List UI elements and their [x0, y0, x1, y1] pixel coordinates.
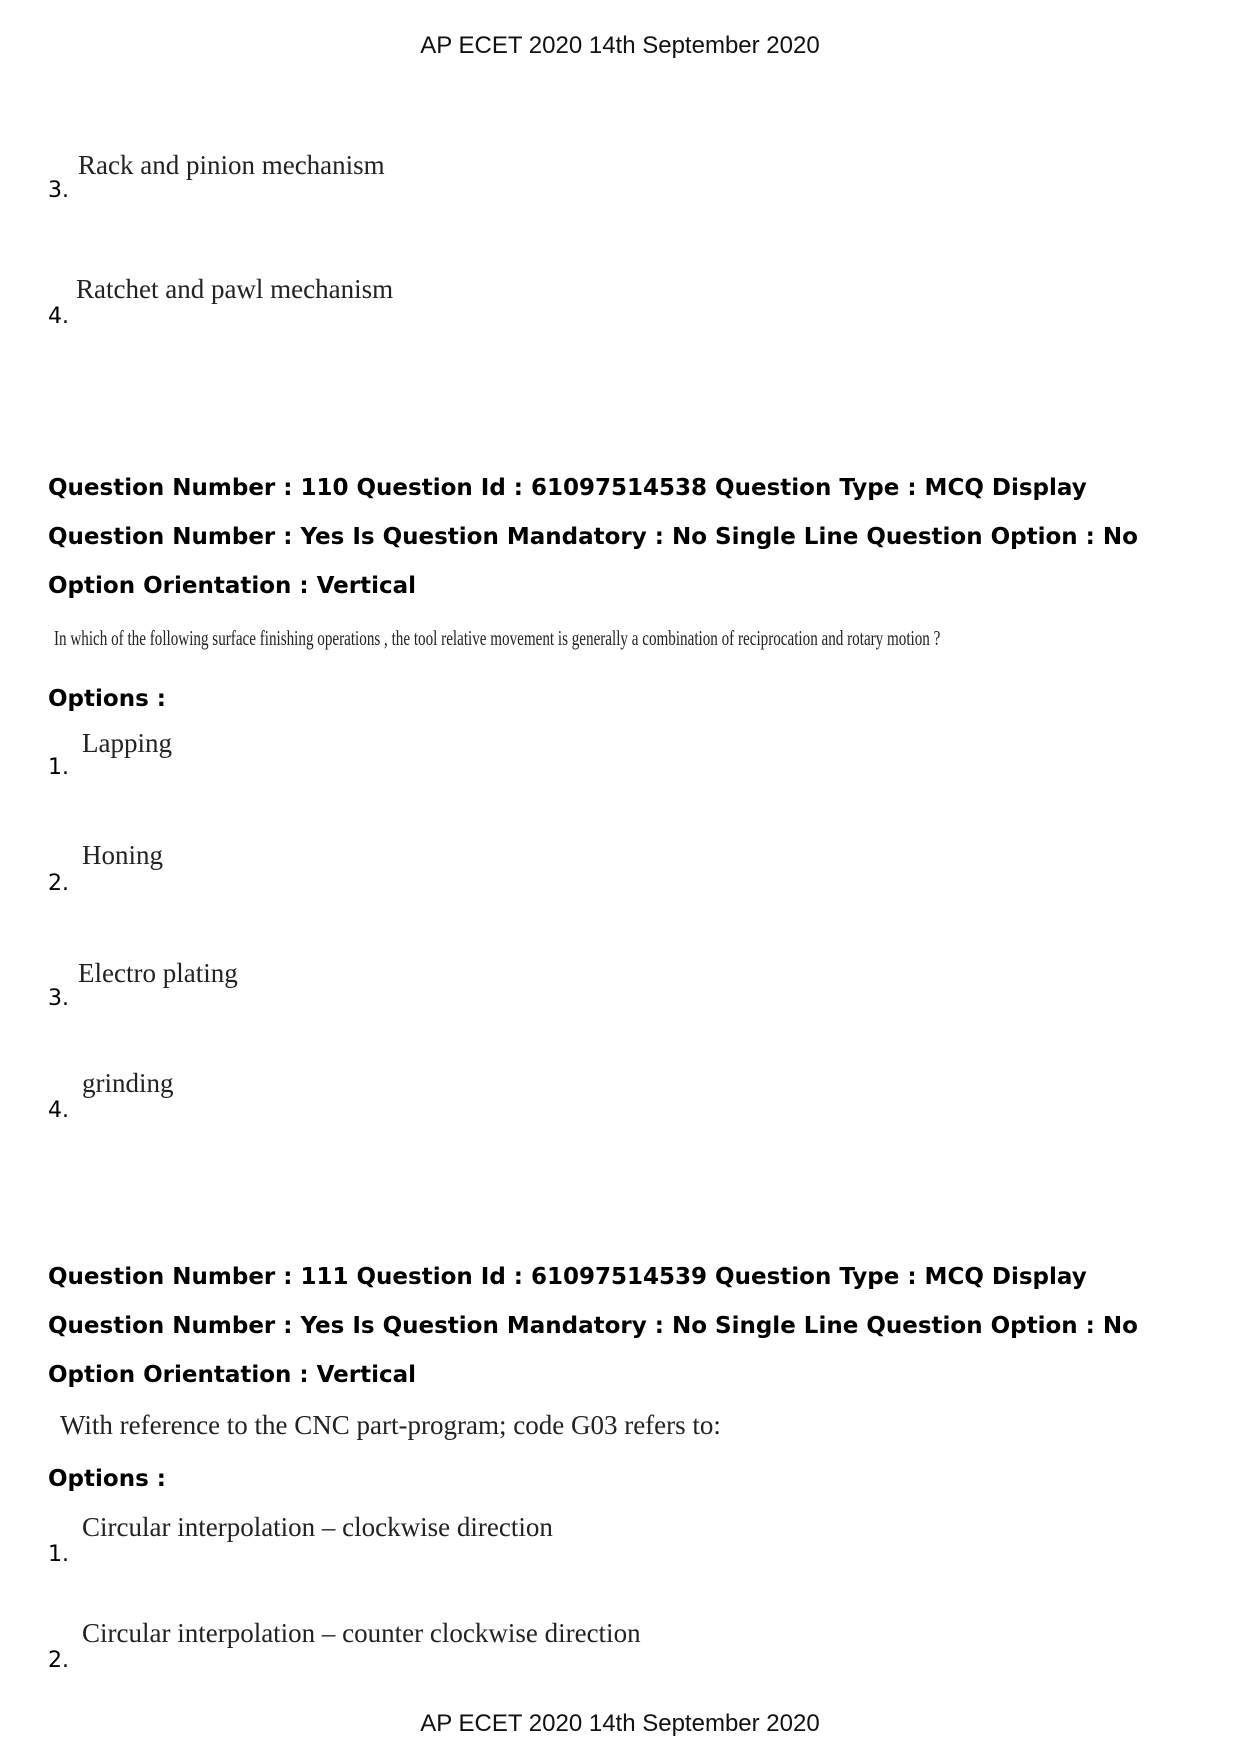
question-meta: Question Number : 110 Question Id : 61097514538 Question Type : MCQ Display Question Number : Yes Is Question Mandatory : No Single Line Question Option : No Option Orientation : Vertical [48, 475, 1138, 599]
option-text: Honing [82, 840, 163, 870]
option-number: 1. [48, 1542, 69, 1567]
option-number: 3. [48, 178, 69, 203]
option-number: 3. [48, 986, 69, 1011]
option-text: grinding [82, 1068, 174, 1098]
options-label: Options : [48, 686, 166, 712]
option-number: 2. [48, 871, 69, 896]
option-number: 1. [48, 755, 69, 780]
option-number: 2. [48, 1648, 69, 1673]
option-text: Circular interpolation – counter clockwise direction [82, 1618, 641, 1648]
option-text: Electro plating [78, 958, 238, 988]
option-text: Circular interpolation – clockwise direction [82, 1512, 553, 1542]
option-text: Lapping [82, 728, 172, 758]
option-text: Ratchet and pawl mechanism [76, 274, 394, 304]
question-text: In which of the following surface finishing operations , the tool relative movement is generally a combination of reciprocation and rotary motion ? [54, 626, 941, 650]
option-number: 4. [48, 1098, 69, 1123]
page-footer: AP ECET 2020 14th September 2020 [420, 1710, 820, 1737]
option-text: Rack and pinion mechanism [78, 150, 385, 180]
page-header: AP ECET 2020 14th September 2020 [420, 32, 820, 59]
option-number: 4. [48, 304, 69, 329]
options-label: Options : [48, 1466, 166, 1492]
question-meta: Question Number : 111 Question Id : 61097514539 Question Type : MCQ Display Question Number : Yes Is Question Mandatory : No Single Line Question Option : No Option Orientation : Vertical [48, 1264, 1138, 1388]
question-text: With reference to the CNC part-program; code G03 refers to: [60, 1410, 721, 1440]
